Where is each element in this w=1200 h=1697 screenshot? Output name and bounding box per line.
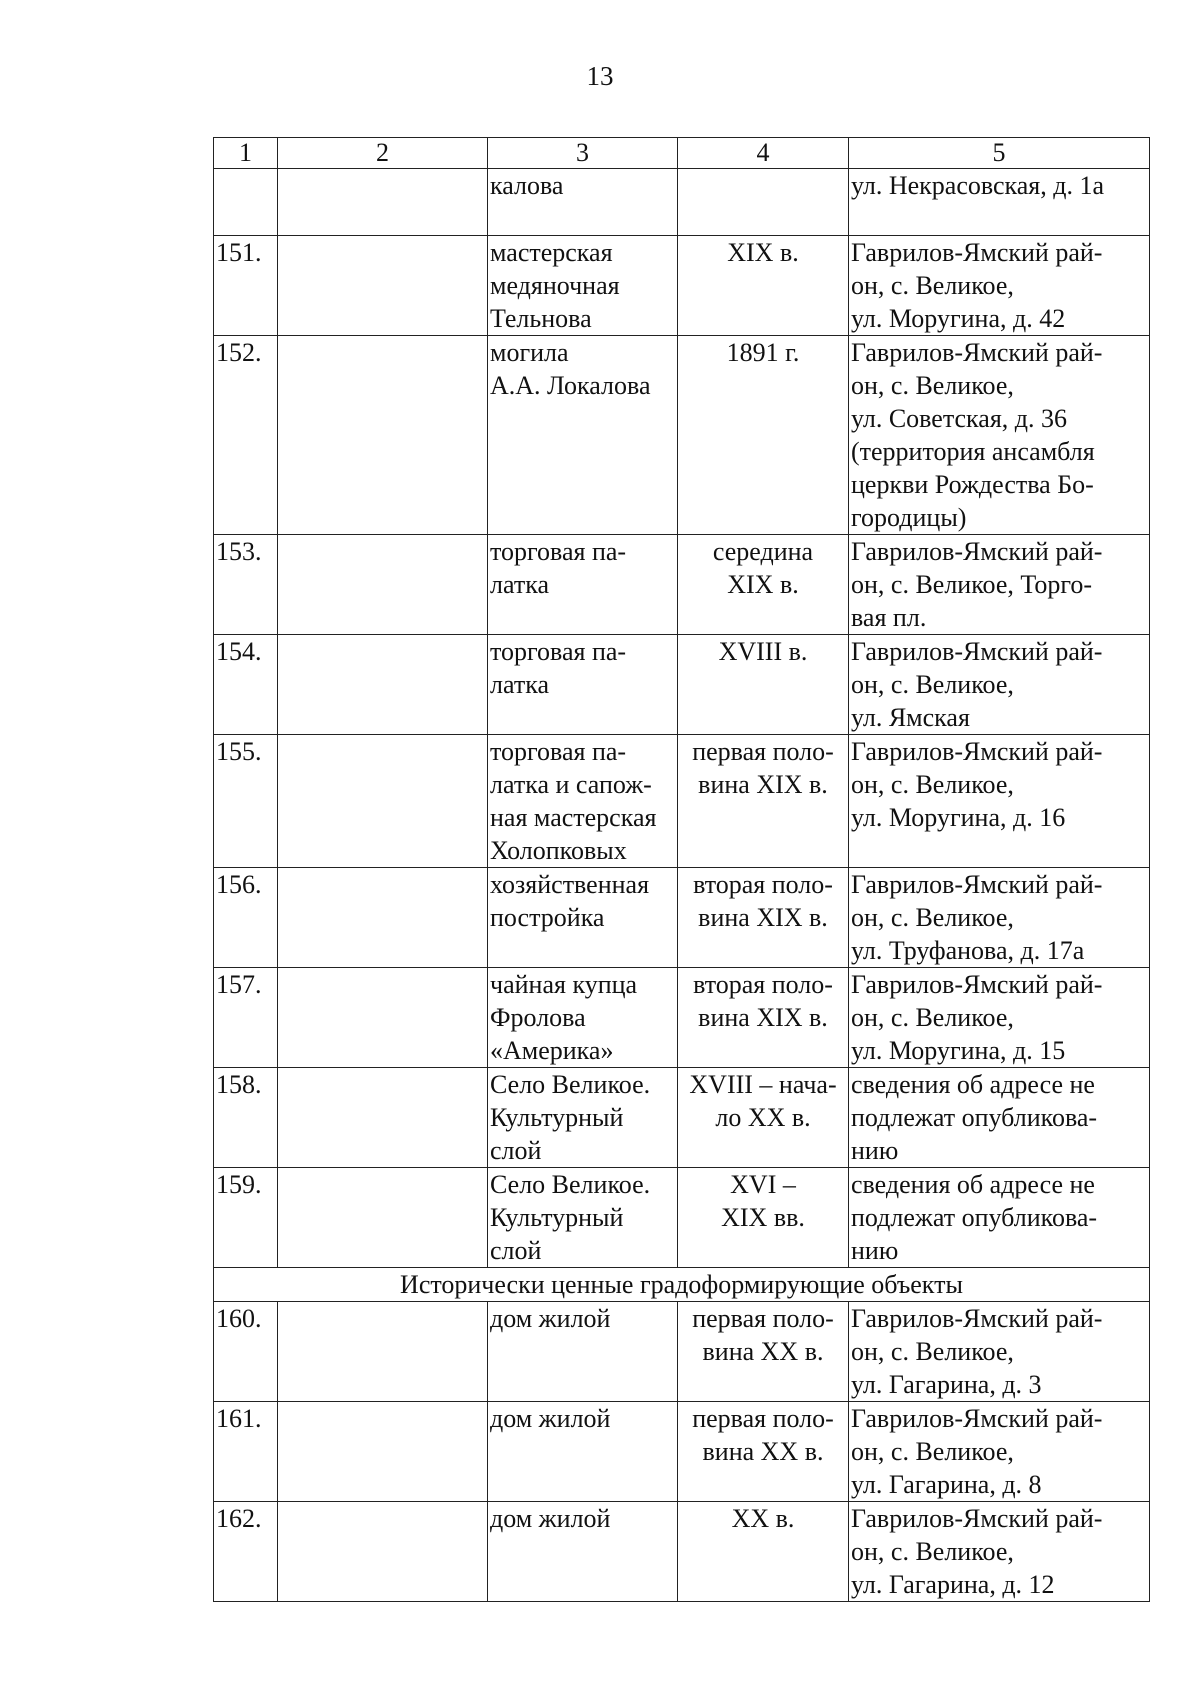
table-row — [214, 1402, 1150, 1502]
table-row — [214, 535, 1150, 635]
column-header-5: 5 — [849, 138, 1150, 169]
table-row — [214, 236, 1150, 336]
table-row — [214, 735, 1150, 868]
row-number-cell: 155. — [214, 735, 278, 868]
address-cell: Гаврилов-Ямский рай- он, с. Великое, ул. Моругина, д. 16 — [849, 735, 1150, 868]
dating-cell: вторая поло- вина XIX в. — [678, 868, 849, 968]
object-name-cell: дом жилой — [488, 1502, 678, 1602]
column-header-4: 4 — [678, 138, 849, 169]
object-name-cell: Село Великое. Культурный слой — [488, 1168, 678, 1268]
dating-cell: 1891 г. — [678, 336, 849, 535]
dating-cell: XX в. — [678, 1502, 849, 1602]
dating-cell: XVIII – нача- ло XX в. — [678, 1068, 849, 1168]
address-cell: Гаврилов-Ямский рай- он, с. Великое, ул. Гагарина, д. 12 — [849, 1502, 1150, 1602]
section-title: Исторически ценные градоформирующие объекты — [214, 1268, 1150, 1302]
address-cell: Гаврилов-Ямский рай- он, с. Великое, ул. Гагарина, д. 8 — [849, 1402, 1150, 1502]
row-col2-cell — [278, 868, 488, 968]
table-row — [214, 169, 1150, 236]
object-name-cell: мастерская медяночная Тельнова — [488, 236, 678, 336]
table-row — [214, 336, 1150, 535]
address-cell: Гаврилов-Ямский рай- он, с. Великое, ул. Гагарина, д. 3 — [849, 1302, 1150, 1402]
dating-cell: первая поло- вина XIX в. — [678, 735, 849, 868]
page-number: 13 — [586, 61, 614, 91]
section-header-row — [214, 1268, 1150, 1302]
object-name-cell: дом жилой — [488, 1402, 678, 1502]
object-name-cell: могила А.А. Локалова — [488, 336, 678, 535]
dating-cell: первая поло- вина XX в. — [678, 1302, 849, 1402]
row-col2-cell — [278, 1402, 488, 1502]
address-cell: Гаврилов-Ямский рай- он, с. Великое, ул. Ямская — [849, 635, 1150, 735]
table-row — [214, 968, 1150, 1068]
object-name-cell: калова — [488, 169, 678, 236]
table-row — [214, 868, 1150, 968]
row-number-cell — [214, 169, 278, 236]
row-number-cell: 154. — [214, 635, 278, 735]
dating-cell — [678, 169, 849, 236]
address-cell: сведения об адресе не подлежат опубликова- нию — [849, 1068, 1150, 1168]
dating-cell: первая поло- вина XX в. — [678, 1402, 849, 1502]
object-name-cell: Село Великое. Культурный слой — [488, 1068, 678, 1168]
table-row — [214, 1502, 1150, 1602]
heritage-objects-table — [213, 137, 1150, 1602]
dating-cell: XIX в. — [678, 236, 849, 336]
table-row — [214, 1068, 1150, 1168]
row-number-cell: 158. — [214, 1068, 278, 1168]
row-number-cell: 156. — [214, 868, 278, 968]
address-cell: Гаврилов-Ямский рай- он, с. Великое, ул. Советская, д. 36 (территория ансамбля церкви Рождества Бо- городицы) — [849, 336, 1150, 535]
address-cell: Гаврилов-Ямский рай- он, с. Великое, Торго- вая пл. — [849, 535, 1150, 635]
object-name-cell: хозяйственная постройка — [488, 868, 678, 968]
row-col2-cell — [278, 1302, 488, 1402]
object-name-cell: торговая па- латка — [488, 635, 678, 735]
column-number-header-row — [214, 138, 1150, 169]
address-cell: Гаврилов-Ямский рай- он, с. Великое, ул. Моругина, д. 15 — [849, 968, 1150, 1068]
column-header-1: 1 — [214, 138, 278, 169]
address-cell: Гаврилов-Ямский рай- он, с. Великое, ул. Труфанова, д. 17а — [849, 868, 1150, 968]
row-number-cell: 157. — [214, 968, 278, 1068]
row-number-cell: 159. — [214, 1168, 278, 1268]
row-col2-cell — [278, 169, 488, 236]
row-col2-cell — [278, 635, 488, 735]
column-header-2: 2 — [278, 138, 488, 169]
address-cell: Гаврилов-Ямский рай- он, с. Великое, ул. Моругина, д. 42 — [849, 236, 1150, 336]
dating-cell: вторая поло- вина XIX в. — [678, 968, 849, 1068]
row-col2-cell — [278, 735, 488, 868]
object-name-cell: чайная купца Фролова «Америка» — [488, 968, 678, 1068]
address-cell: сведения об адресе не подлежат опубликова- нию — [849, 1168, 1150, 1268]
row-number-cell: 161. — [214, 1402, 278, 1502]
object-name-cell: торговая па- латка — [488, 535, 678, 635]
row-col2-cell — [278, 236, 488, 336]
table-row — [214, 635, 1150, 735]
row-col2-cell — [278, 968, 488, 1068]
row-col2-cell — [278, 1168, 488, 1268]
row-number-cell: 151. — [214, 236, 278, 336]
row-col2-cell — [278, 1068, 488, 1168]
dating-cell: XVIII в. — [678, 635, 849, 735]
row-col2-cell — [278, 1502, 488, 1602]
row-col2-cell — [278, 535, 488, 635]
row-col2-cell — [278, 336, 488, 535]
row-number-cell: 152. — [214, 336, 278, 535]
column-header-3: 3 — [488, 138, 678, 169]
table-row — [214, 1302, 1150, 1402]
table-row — [214, 1168, 1150, 1268]
row-number-cell: 153. — [214, 535, 278, 635]
object-name-cell: торговая па- латка и сапож- ная мастерская Холопковых — [488, 735, 678, 868]
dating-cell: середина XIX в. — [678, 535, 849, 635]
dating-cell: XVI – XIX вв. — [678, 1168, 849, 1268]
address-cell: ул. Некрасовская, д. 1а — [849, 169, 1150, 236]
table-body — [214, 138, 1150, 1602]
row-number-cell: 162. — [214, 1502, 278, 1602]
row-number-cell: 160. — [214, 1302, 278, 1402]
object-name-cell: дом жилой — [488, 1302, 678, 1402]
